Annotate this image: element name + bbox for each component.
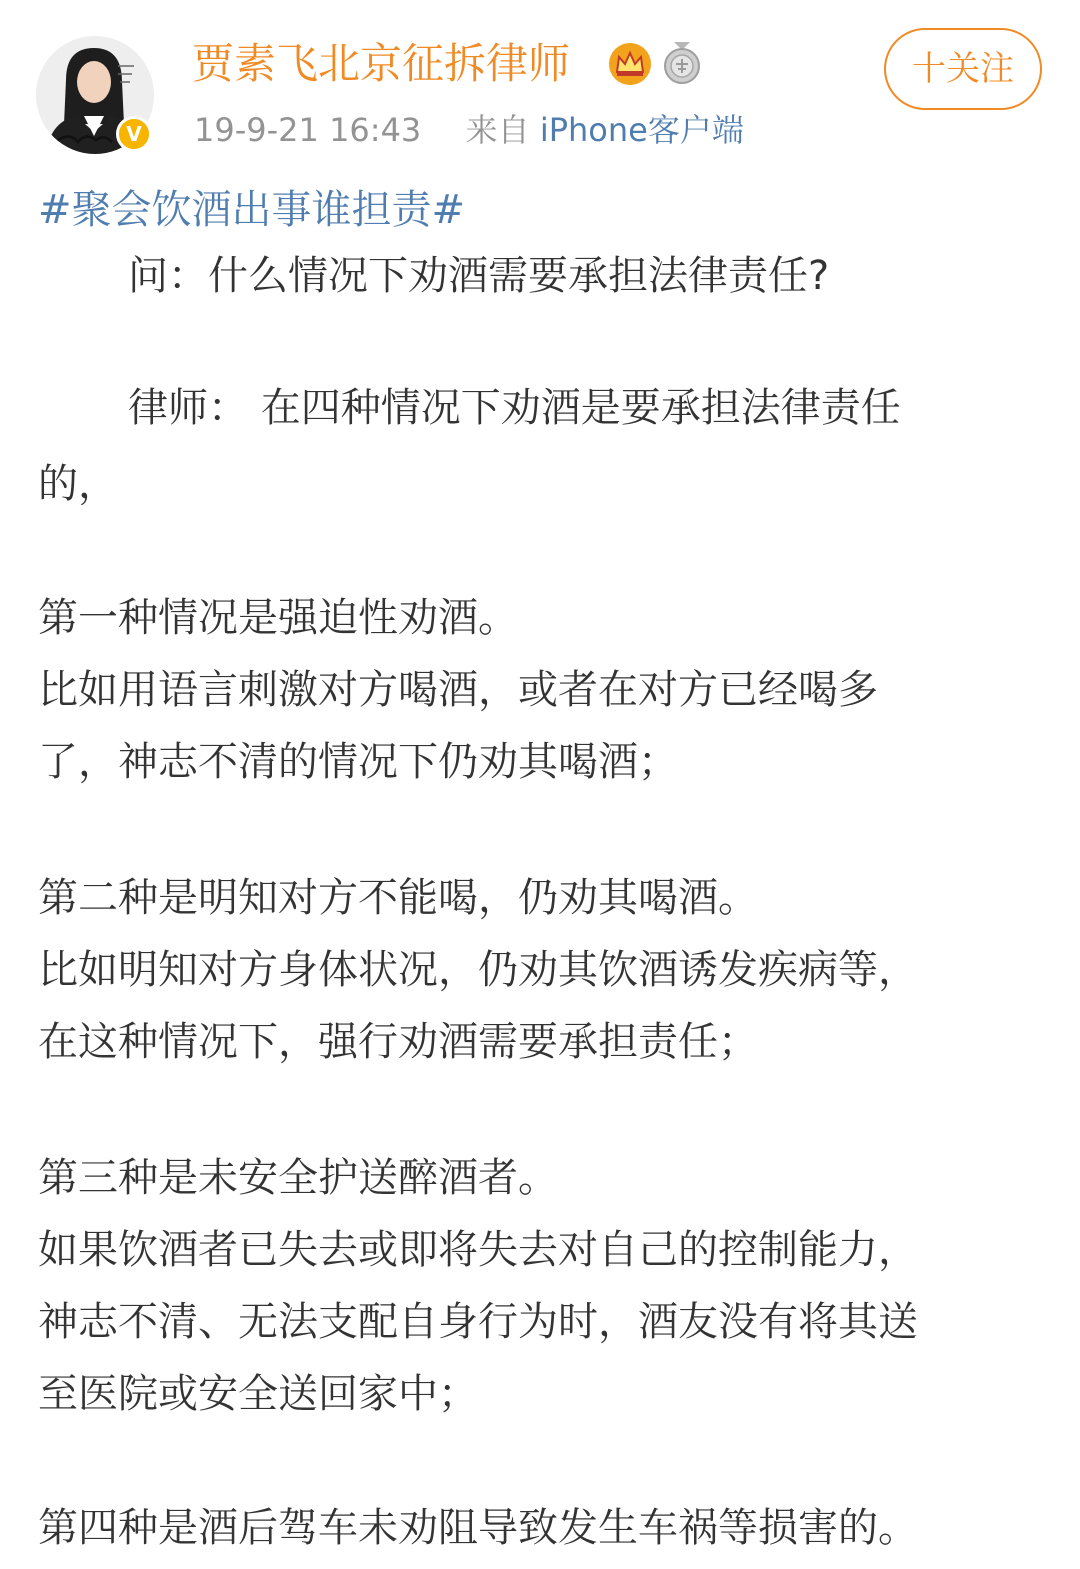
case-two-detail: 比如明知对方身体状况，仍劝其饮酒诱发疾病等，: [38, 947, 918, 993]
verified-v-icon: V: [116, 116, 152, 152]
case-four-title: 第四种是酒后驾车未劝阻导致发生车祸等损害的。: [38, 1505, 918, 1551]
post-meta: [194, 106, 744, 154]
case-one-title: 第一种情况是强迫性劝酒。: [38, 595, 518, 641]
crown-icon[interactable]: [608, 42, 652, 86]
author-name[interactable]: 贾素飞北京征拆律师: [192, 39, 571, 88]
case-two-detail: 在这种情况下，强行劝酒需要承担责任；: [38, 1019, 758, 1065]
source-prefix: 来自: [465, 111, 530, 149]
answer-line: 的，: [38, 461, 118, 507]
case-three-title: 第三种是未安全护送醉酒者。: [38, 1155, 558, 1201]
post-body: [38, 178, 1038, 1564]
post-timestamp: 19-9-21 16:43: [194, 111, 422, 149]
case-one-detail: 比如用语言刺激对方喝酒，或者在对方已经喝多: [38, 667, 878, 713]
case-three-detail: 至医院或安全送回家中；: [38, 1371, 478, 1417]
case-three-detail: 神志不清、无法支配自身行为时，酒友没有将其送: [38, 1299, 918, 1345]
question-line: 问：什么情况下劝酒需要承担法律责任?: [128, 253, 830, 299]
answer-medal-icon[interactable]: [662, 40, 702, 86]
topic-hashtag-link[interactable]: #聚会饮酒出事谁担责#: [38, 187, 466, 233]
post-header: [0, 0, 1080, 170]
follow-button[interactable]: 十关注: [884, 28, 1042, 110]
answer-line: 律师： 在四种情况下劝酒是要承担法律责任: [128, 385, 901, 431]
case-three-detail: 如果饮酒者已失去或即将失去对自己的控制能力，: [38, 1227, 918, 1273]
case-one-detail: 了，神志不清的情况下仍劝其喝酒；: [38, 739, 678, 785]
case-two-title: 第二种是明知对方不能喝，仍劝其喝酒。: [38, 875, 758, 921]
source-link[interactable]: iPhone客户端: [539, 111, 744, 149]
